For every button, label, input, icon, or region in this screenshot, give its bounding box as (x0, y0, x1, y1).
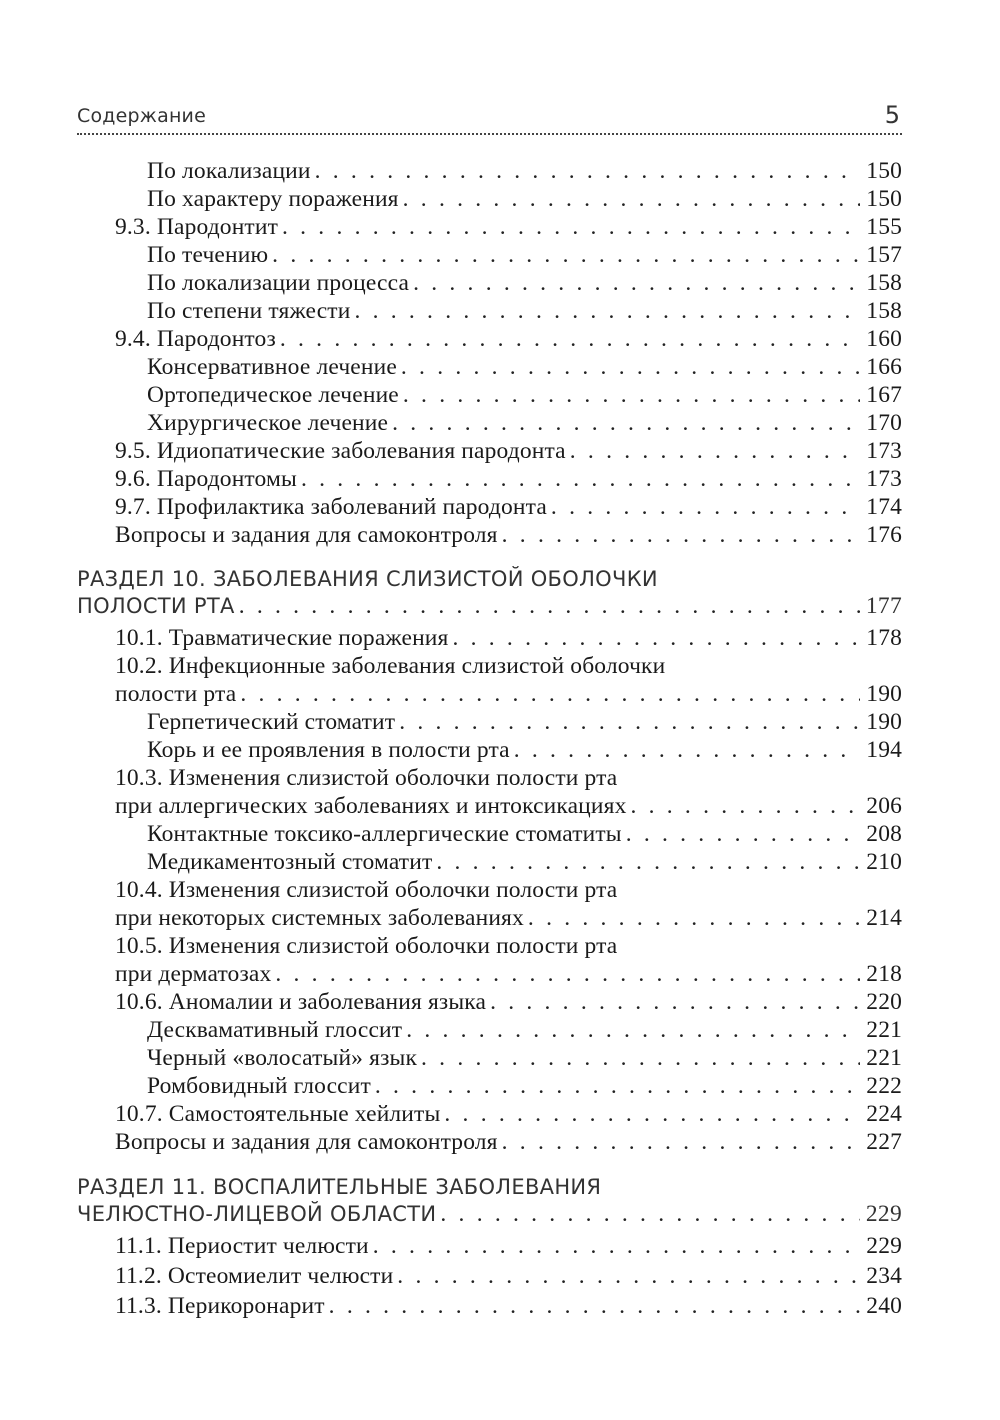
toc-entry-page: 221 (866, 1045, 902, 1071)
toc-entry-title: Вопросы и задания для самоконтроля (115, 1129, 498, 1155)
dot-leader (401, 353, 860, 381)
toc-entry-page: 222 (866, 1073, 902, 1099)
toc-entry-line1: 10.3. Изменения слизистой оболочки полости рта (115, 765, 618, 791)
toc-entry-title: Ортопедическое лечение (147, 382, 399, 408)
dot-leader (551, 493, 860, 521)
toc-entry-title: Ромбовидный глоссит (147, 1073, 371, 1099)
dot-leader (239, 592, 860, 620)
section-heading-line1: РАЗДЕЛ 11. ВОСПАЛИТЕЛЬНЫЕ ЗАБОЛЕВАНИЯ (77, 1175, 602, 1199)
toc-entry-page: 210 (866, 849, 902, 875)
dot-leader (452, 624, 860, 652)
toc-entry-page: 214 (866, 905, 902, 931)
toc-entry-page: 234 (866, 1263, 902, 1289)
toc-entry (115, 1100, 902, 1128)
toc-entry-title: 11.1. Периостит челюсти (115, 1233, 369, 1259)
toc-entry (115, 960, 902, 988)
dot-leader (373, 1232, 861, 1260)
dot-leader (528, 904, 860, 932)
dot-leader (444, 1100, 860, 1128)
toc-entry (147, 241, 902, 269)
toc-entry (115, 213, 902, 241)
toc-entry-title: По локализации процесса (147, 270, 410, 296)
toc-entry (147, 848, 902, 876)
toc-entry-title: Десквамативный глоссит (147, 1017, 403, 1043)
dot-leader (272, 241, 860, 269)
dot-leader (413, 269, 860, 297)
section-heading (77, 1200, 902, 1228)
toc-entry-title: 9.7. Профилактика заболеваний пародонта (115, 494, 547, 520)
toc-entry-page: 158 (866, 270, 902, 296)
toc-entry-page: 194 (866, 737, 902, 763)
toc-entry (115, 437, 902, 465)
toc-entry-title: Хирургическое лечение (147, 410, 389, 436)
toc-entry-title: Корь и ее проявления в полости рта (147, 737, 510, 763)
toc-entry (115, 988, 902, 1016)
toc-entry-page: 221 (866, 1017, 902, 1043)
dot-leader (354, 297, 860, 325)
toc-entry-title: 9.5. Идиопатические заболевания пародонта (115, 438, 566, 464)
toc-entry (115, 493, 902, 521)
toc-entry (147, 1016, 902, 1044)
toc-entry-page: 190 (866, 681, 902, 707)
toc-entry-title: По степени тяжести (147, 298, 351, 324)
toc-entry-title: при некоторых системных заболеваниях (115, 905, 524, 931)
toc-entry-title: полости рта (115, 681, 237, 707)
dot-leader (630, 792, 860, 820)
toc-entry-page: 227 (866, 1129, 902, 1155)
toc-entry (147, 409, 902, 437)
toc-entry-title: Вопросы и задания для самоконтроля (115, 522, 498, 548)
toc-entry-title: при аллергических заболеваниях и интоксикациях (115, 793, 627, 819)
dot-leader (502, 1128, 861, 1156)
toc-entry-page: 167 (866, 382, 902, 408)
toc-entry-page: 229 (866, 1233, 902, 1259)
toc-entry-line1: 10.5. Изменения слизистой оболочки полости рта (115, 933, 618, 959)
running-header-title: Содержание (77, 105, 206, 127)
toc-entry-page: 190 (866, 709, 902, 735)
header-dotted-rule (77, 133, 902, 135)
section-heading (77, 592, 902, 620)
toc-entry-title: 11.2. Остеомиелит челюсти (115, 1263, 394, 1289)
toc-entry-page: 177 (865, 593, 902, 619)
dot-leader (502, 521, 861, 549)
toc-entry-title: 10.6. Аномалии и заболевания языка (115, 989, 487, 1015)
toc-entry (147, 708, 902, 736)
section-heading-line1: РАЗДЕЛ 10. ЗАБОЛЕВАНИЯ СЛИЗИСТОЙ ОБОЛОЧКИ (77, 567, 658, 591)
toc-entry-page: 158 (866, 298, 902, 324)
dot-leader (375, 1072, 860, 1100)
toc-entry (147, 1072, 902, 1100)
toc-entry (115, 1262, 902, 1290)
toc-entry-title: 9.3. Пародонтит (115, 214, 278, 240)
toc-entry-line1: 10.2. Инфекционные заболевания слизистой оболочки (115, 653, 666, 679)
toc-entry-page: 240 (866, 1293, 902, 1319)
dot-leader (406, 1016, 860, 1044)
dot-leader (240, 680, 860, 708)
toc-entry (147, 269, 902, 297)
dot-leader (403, 185, 861, 213)
page-number: 5 (884, 101, 900, 129)
dot-leader (490, 988, 860, 1016)
toc-entry-page: 157 (866, 242, 902, 268)
dot-leader (315, 157, 861, 185)
toc-entry (147, 736, 902, 764)
toc-entry-title: Медикаментозный стоматит (147, 849, 433, 875)
toc-entry (147, 381, 902, 409)
toc-entry-page: 218 (866, 961, 902, 987)
toc-entry-title: 10.7. Самостоятельные хейлиты (115, 1101, 441, 1127)
toc-entry-page: 220 (866, 989, 902, 1015)
dot-leader (514, 736, 861, 764)
toc-entry-title: 9.4. Пародонтоз (115, 326, 276, 352)
toc-entry-title: Герпетический стоматит (147, 709, 396, 735)
toc-entry (147, 157, 902, 185)
toc-entry-page: 208 (866, 821, 902, 847)
dot-leader (421, 1044, 860, 1072)
toc-entry (115, 1292, 902, 1320)
running-header (77, 101, 902, 131)
toc-entry (115, 465, 902, 493)
toc-entry-page: 166 (866, 354, 902, 380)
toc-entry-title: По локализации (147, 158, 311, 184)
dot-leader (301, 465, 860, 493)
toc-entry-title: По течению (147, 242, 269, 268)
toc-entry-page: 229 (865, 1201, 902, 1227)
toc-entry-page: 155 (866, 214, 902, 240)
dot-leader (275, 960, 860, 988)
toc-entry (147, 297, 902, 325)
dot-leader (280, 325, 860, 353)
toc-entry (147, 353, 902, 381)
toc-entry (115, 521, 902, 549)
toc-entry (115, 792, 902, 820)
toc-entry-title: ПОЛОСТИ РТА (77, 594, 235, 618)
toc-entry-page: 178 (866, 625, 902, 651)
dot-leader (440, 1200, 859, 1228)
dot-leader (392, 409, 860, 437)
toc-entry-title: 9.6. Пародонтомы (115, 466, 297, 492)
toc-entry-page: 173 (866, 438, 902, 464)
toc-entry-page: 224 (866, 1101, 902, 1127)
toc-entry (115, 1128, 902, 1156)
dot-leader (399, 708, 860, 736)
toc-entry-page: 150 (866, 158, 902, 184)
toc-entry (147, 820, 902, 848)
toc-entry-title: Черный «волосатый» язык (147, 1045, 418, 1071)
toc-entry-title: при дерматозах (115, 961, 272, 987)
dot-leader (329, 1292, 861, 1320)
toc-entry-page: 173 (866, 466, 902, 492)
toc-entry (115, 904, 902, 932)
dot-leader (282, 213, 860, 241)
toc-entry-page: 176 (866, 522, 902, 548)
toc-entry (147, 1044, 902, 1072)
toc-entry-page: 170 (866, 410, 902, 436)
toc-entry (115, 1232, 902, 1260)
toc-entry-title: 10.1. Травматические поражения (115, 625, 449, 651)
toc-entry-page: 150 (866, 186, 902, 212)
toc-entry-line1: 10.4. Изменения слизистой оболочки полости рта (115, 877, 618, 903)
toc-entry (115, 325, 902, 353)
dot-leader (403, 381, 860, 409)
toc-entry (115, 624, 902, 652)
toc-entry (147, 185, 902, 213)
toc-entry-title: Консервативное лечение (147, 354, 397, 380)
toc-entry-title: ЧЕЛЮСТНО-ЛИЦЕВОЙ ОБЛАСТИ (77, 1202, 437, 1226)
toc-entry (115, 680, 902, 708)
dot-leader (626, 820, 861, 848)
dot-leader (570, 437, 861, 465)
dot-leader (436, 848, 860, 876)
toc-entry-title: Контактные токсико-аллергические стоматиты (147, 821, 622, 847)
toc-entry-title: По характеру поражения (147, 186, 399, 212)
toc-entry-title: 11.3. Перикоронарит (115, 1293, 325, 1319)
toc-entry-page: 174 (866, 494, 902, 520)
toc-entry-page: 206 (866, 793, 902, 819)
toc-entry-page: 160 (866, 326, 902, 352)
dot-leader (397, 1262, 860, 1290)
